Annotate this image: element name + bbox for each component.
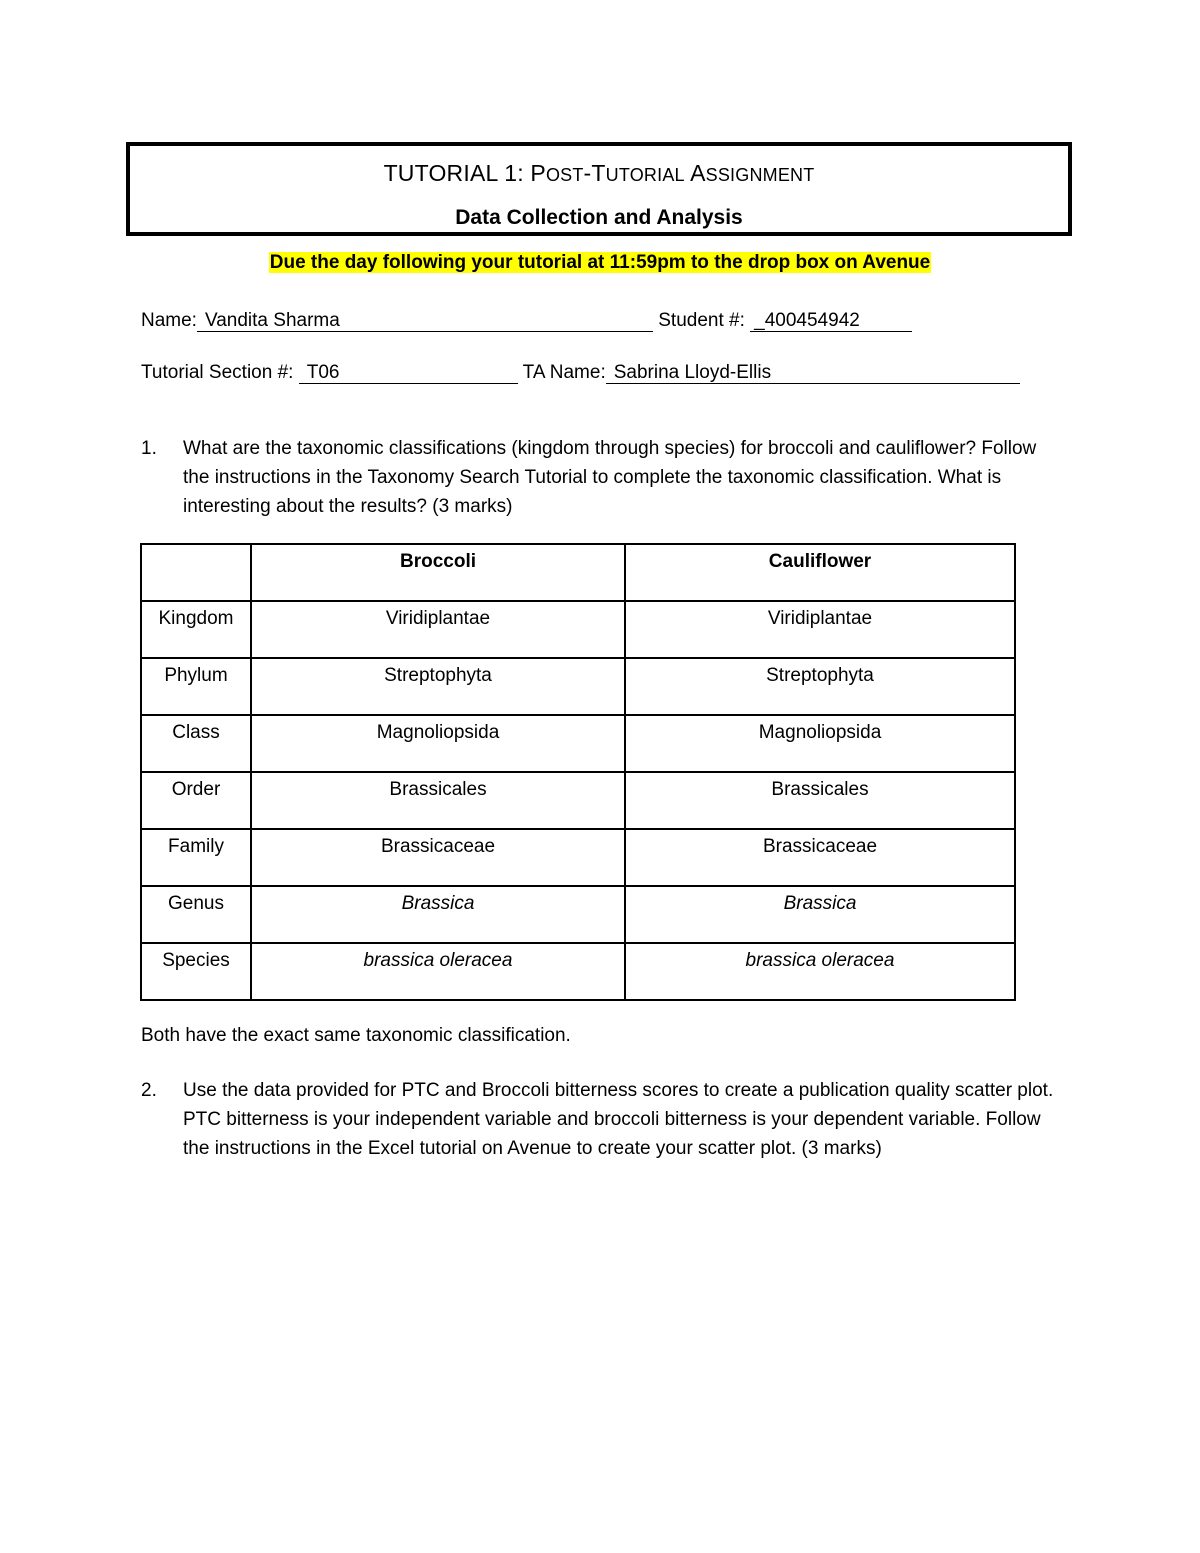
rank-cell: Family [141,829,251,886]
title-box [126,142,1072,236]
ta-label: TA Name: [522,362,606,383]
name-label: Name: [141,310,197,331]
name-value: Vandita Sharma [197,311,653,332]
table-header-row [141,544,1015,601]
rank-cell: Phylum [141,658,251,715]
rank-cell: Kingdom [141,601,251,658]
section-row [141,362,1020,384]
cauliflower-cell: brassica oleracea [625,943,1015,1000]
rank-cell: Order [141,772,251,829]
header-cell-cauliflower: Cauliflower [625,544,1015,601]
broccoli-cell: Brassicaceae [251,829,625,886]
table-row [141,943,1015,1000]
broccoli-cell: Brassica [251,886,625,943]
answer-1: Both have the exact same taxonomic classification. [141,1025,571,1046]
ta-value: Sabrina Lloyd-Ellis [606,363,1020,384]
question-1 [141,434,1061,521]
document-subtitle: Data Collection and Analysis [455,206,743,229]
cauliflower-cell: Streptophyta [625,658,1015,715]
due-notice: Due the day following your tutorial at 11:59pm to the drop box on Avenue [269,252,931,273]
section-label: Tutorial Section #: [141,362,294,383]
cauliflower-cell: Viridiplantae [625,601,1015,658]
table-row [141,601,1015,658]
cauliflower-cell: Brassica [625,886,1015,943]
table-row [141,715,1015,772]
taxonomy-table [140,543,1016,1001]
question-1-number: 1. [141,438,157,459]
cauliflower-cell: Magnoliopsida [625,715,1015,772]
section-value: T06 [299,363,518,384]
rank-cell: Genus [141,886,251,943]
broccoli-cell: brassica oleracea [251,943,625,1000]
question-1-text: What are the taxonomic classifications (kingdom through species) for broccoli and cauliflower? Follow the instructions in the Taxonomy Search Tutorial to complete the taxonomic classification. What is interesting about the results? (3 marks) [183,438,1037,517]
student-value: _400454942 [750,311,912,332]
student-label: Student #: [658,310,745,331]
table-row [141,658,1015,715]
table-row [141,829,1015,886]
header-cell-broccoli: Broccoli [251,544,625,601]
broccoli-cell: Brassicales [251,772,625,829]
table-row [141,772,1015,829]
question-2 [141,1076,1061,1163]
cauliflower-cell: Brassicaceae [625,829,1015,886]
question-2-text: Use the data provided for PTC and Broccoli bitterness scores to create a publication quality scatter plot. PTC bitterness is your independent variable and broccoli bitterness is your dependent variable. Follow the instructions in the Excel tutorial on Avenue to create your scatter plot. (3 marks) [183,1080,1054,1159]
table-row [141,886,1015,943]
rank-cell: Class [141,715,251,772]
rank-cell: Species [141,943,251,1000]
cauliflower-cell: Brassicales [625,772,1015,829]
header-cell-empty [141,544,251,601]
document-title: TUTORIAL 1: POST-TUTORIAL ASSIGNMENT [383,160,815,186]
broccoli-cell: Streptophyta [251,658,625,715]
broccoli-cell: Viridiplantae [251,601,625,658]
name-row [141,310,912,332]
question-2-number: 2. [141,1080,157,1101]
broccoli-cell: Magnoliopsida [251,715,625,772]
